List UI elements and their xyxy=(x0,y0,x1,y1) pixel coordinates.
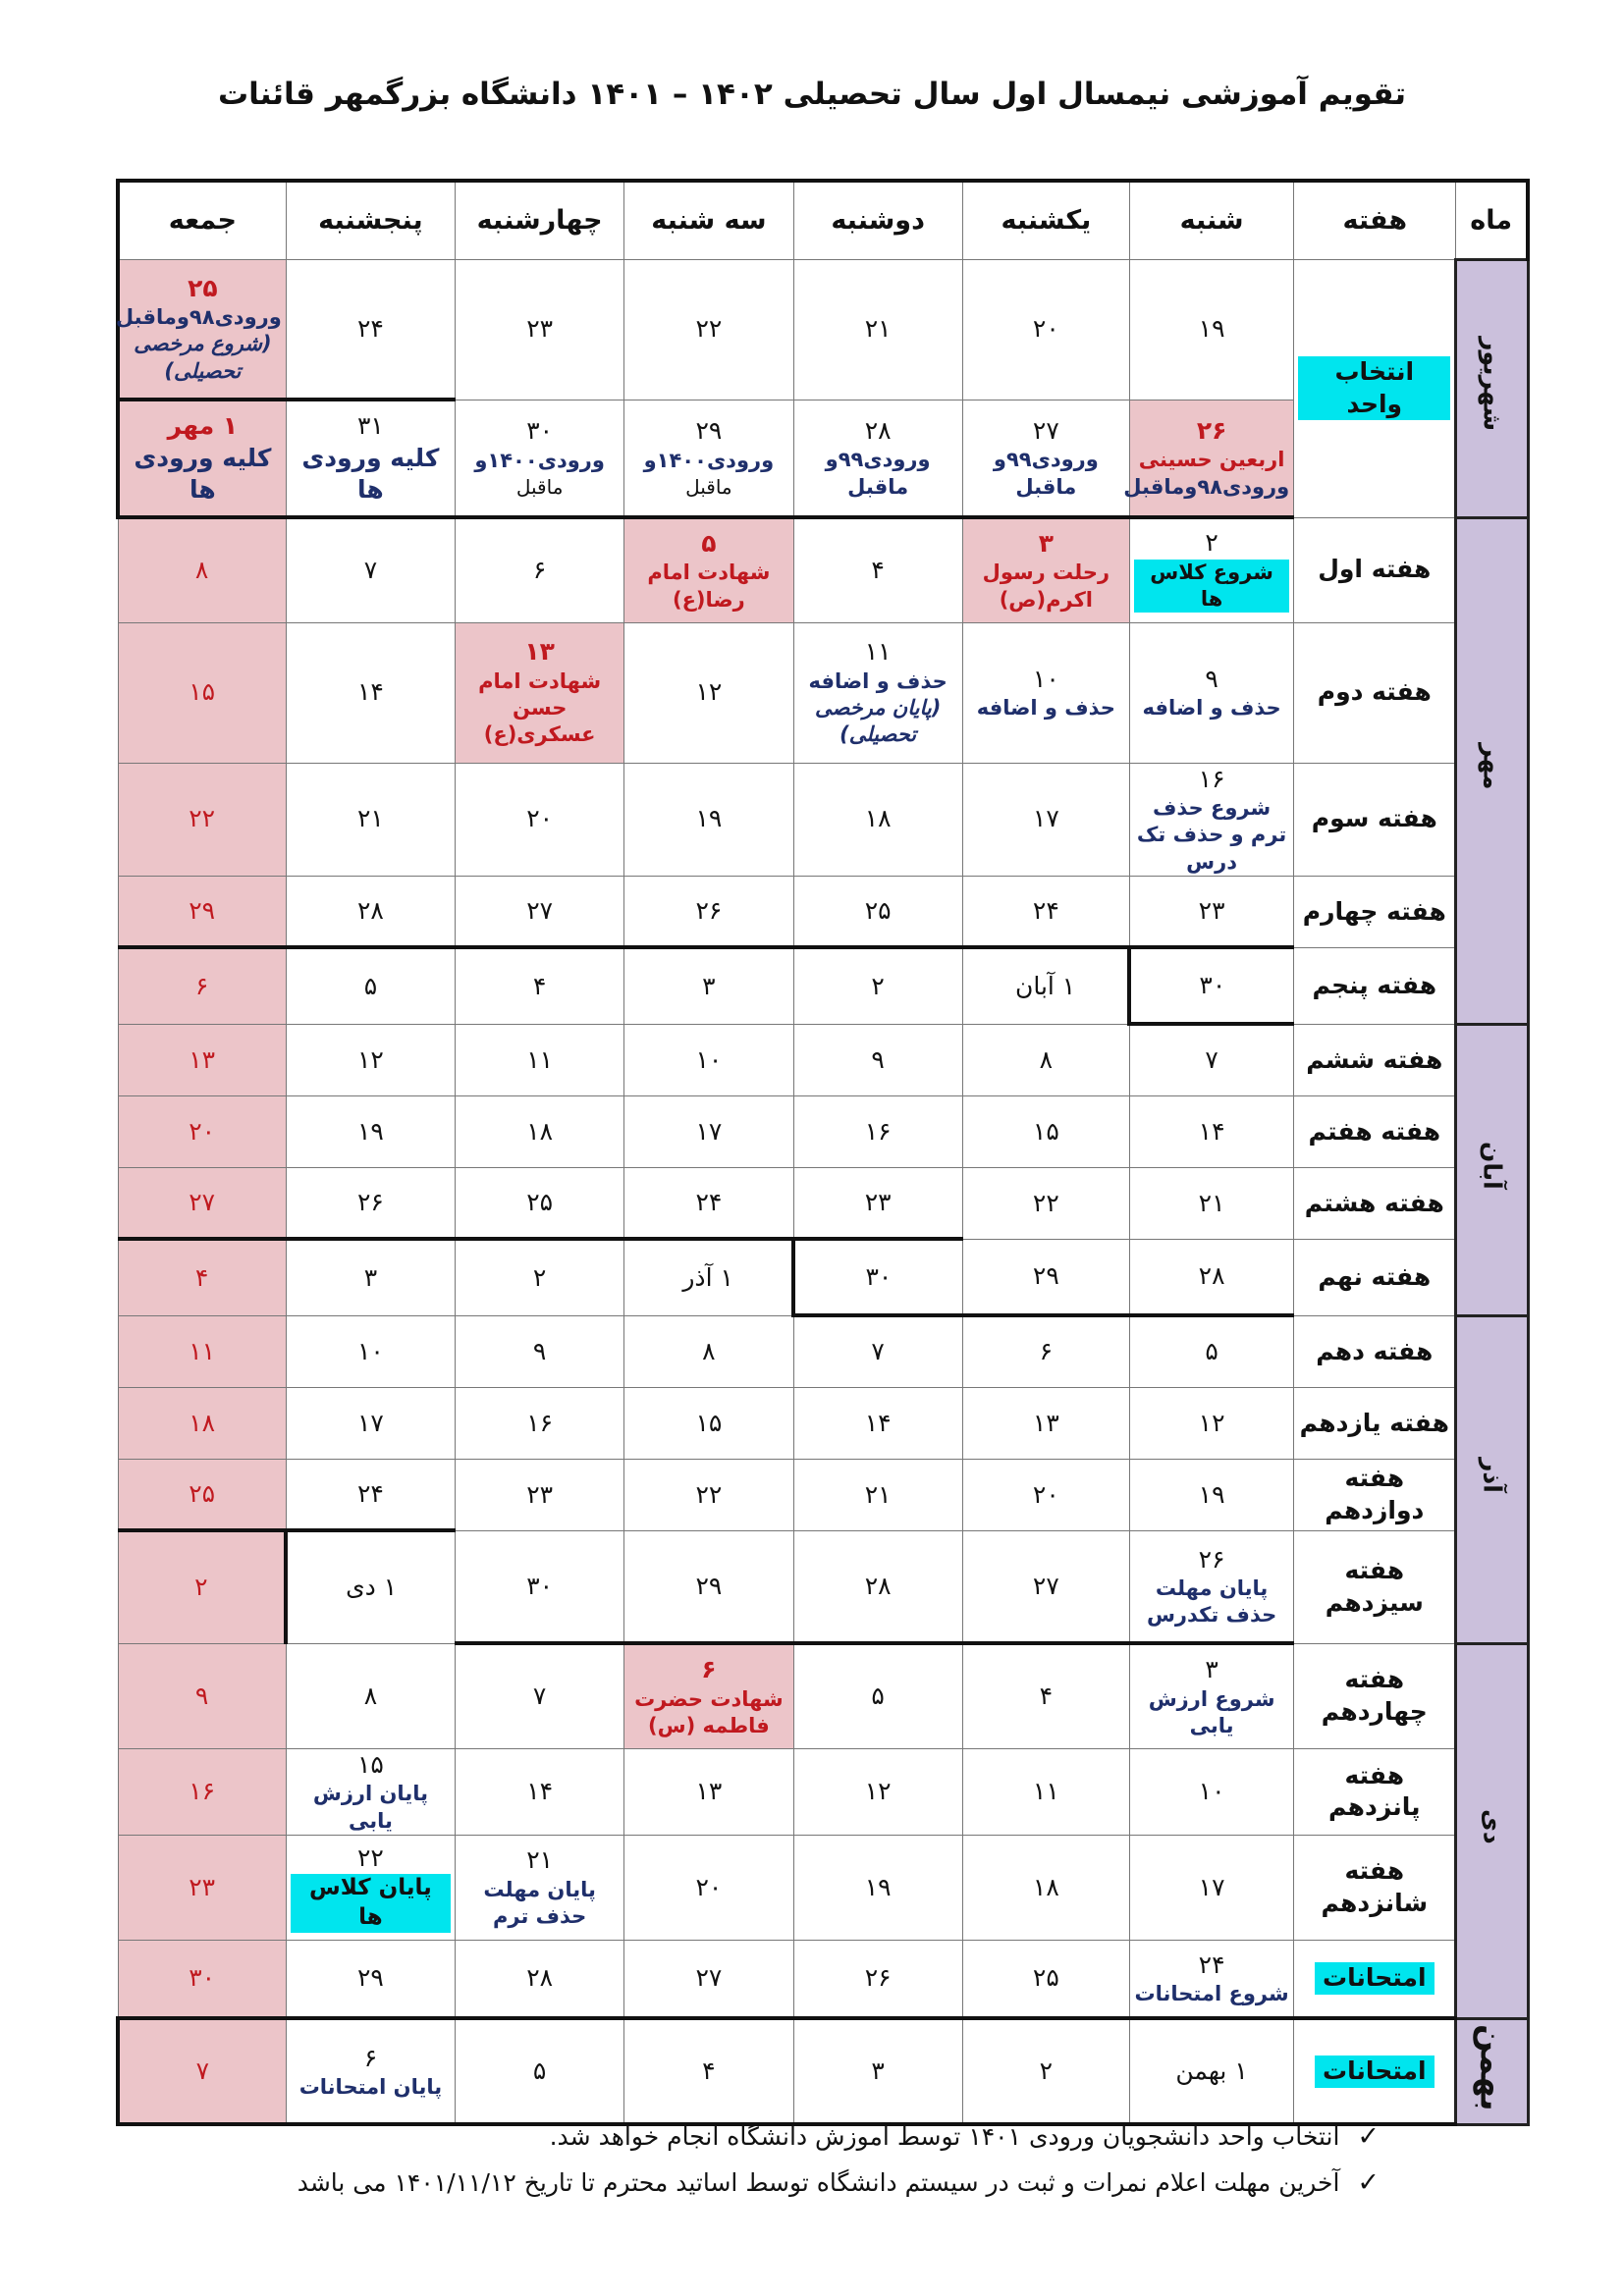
week-label: هفته هفتم xyxy=(1294,1095,1456,1167)
day-cell: ۷ xyxy=(286,517,455,622)
page-title: تقویم آموزشی نیمسال اول سال تحصیلی ۱۴۰۲ – ۱۴۰۱ دانشگاه بزرگمهر قائنات xyxy=(217,77,1407,112)
calendar-row xyxy=(118,1167,1528,1239)
day-cell: ۲۳ xyxy=(456,1459,624,1530)
week-label: هفته پانزدهم xyxy=(1294,1748,1456,1835)
day-cell: ۱۰ حذف و اضافه xyxy=(962,622,1129,763)
footnote-item xyxy=(147,2162,1380,2204)
calendar-row xyxy=(118,947,1528,1024)
day-cell: ۲۹ xyxy=(286,1940,455,2018)
day-cell: ۲۳ xyxy=(1129,876,1293,947)
calendar-row xyxy=(118,1095,1528,1167)
day-cell: ۳۰ xyxy=(1129,947,1293,1024)
day-cell: ۱ آبان xyxy=(962,947,1129,1024)
day-cell: ۹ حذف و اضافه xyxy=(1129,622,1293,763)
friday-cell: ۶ xyxy=(118,947,286,1024)
friday-cell: ۱۶ xyxy=(118,1748,286,1835)
calendar-row xyxy=(118,1459,1528,1530)
day-cell: ۳۰ xyxy=(456,1530,624,1643)
week-label: هفته ششم xyxy=(1294,1024,1456,1095)
friday-cell: ۹ xyxy=(118,1643,286,1748)
day-cell: ۸ xyxy=(962,1024,1129,1095)
check-icon: ✓ xyxy=(1357,2167,1380,2199)
day-cell: ۲۶ xyxy=(793,1940,962,2018)
day-cell: ۲۴ xyxy=(286,1459,455,1530)
day-cell: ۳۱ کلیه ورودی ها xyxy=(286,400,455,517)
week-label: هفته سیزدهم xyxy=(1294,1530,1456,1643)
calendar-row xyxy=(118,259,1528,400)
calendar-row xyxy=(118,1315,1528,1387)
day-cell: ۷ xyxy=(793,1315,962,1387)
day-cell: ۲ xyxy=(456,1239,624,1315)
day-cell: ۱۱ xyxy=(456,1024,624,1095)
day-cell: ۱۸ xyxy=(793,763,962,876)
day-cell: ۱۷ xyxy=(962,763,1129,876)
friday-cell: ۲۹ xyxy=(118,876,286,947)
month-dey: دی xyxy=(1456,1643,1528,2018)
calendar-row xyxy=(118,1387,1528,1459)
day-cell: ۲۳ xyxy=(456,259,624,400)
day-cell: ۷ xyxy=(456,1643,624,1748)
day-cell: ۹ xyxy=(793,1024,962,1095)
day-cell: ۲۵ xyxy=(962,1940,1129,2018)
footnotes xyxy=(147,2115,1380,2208)
day-cell: ۲۷ xyxy=(962,1530,1129,1643)
week-label: هفته دوم xyxy=(1294,622,1456,763)
day-cell: ۳ xyxy=(286,1239,455,1315)
calendar-row xyxy=(118,1239,1528,1315)
day-cell: ۱۳ شهادت امام حسن عسکری(ع) xyxy=(456,622,624,763)
day-cell: ۱۵ پایان ارزش یابی xyxy=(286,1748,455,1835)
day-cell: ۱۸ xyxy=(962,1835,1129,1940)
month-azar: آذر xyxy=(1456,1315,1528,1643)
week-label: امتحانات xyxy=(1294,1940,1456,2018)
calendar-row xyxy=(118,1835,1528,1940)
day-cell: ۸ xyxy=(286,1643,455,1748)
footnote-item xyxy=(147,2115,1380,2158)
day-cell: ۲۱ xyxy=(793,259,962,400)
day-cell: ۳ xyxy=(793,2018,962,2124)
friday-cell: ۴ xyxy=(118,1239,286,1315)
day-cell: ۶ شهادت حضرت فاطمه (س) xyxy=(624,1643,793,1748)
day-cell: ۶ xyxy=(456,517,624,622)
week-label: هفته سوم xyxy=(1294,763,1456,876)
friday-cell: ۷ xyxy=(118,2018,286,2124)
day-cell: ۶ پایان امتحانات xyxy=(286,2018,455,2124)
day-cell: ۲ xyxy=(793,947,962,1024)
day-cell: ۲۶ پایان مهلت حذف تکدرس xyxy=(1129,1530,1293,1643)
month-mehr: مهر xyxy=(1456,517,1528,1024)
day-cell: ۲۲ xyxy=(624,1459,793,1530)
day-cell: ۲۶ xyxy=(624,876,793,947)
week-label: هفته اول xyxy=(1294,517,1456,622)
day-cell: ۵ xyxy=(793,1643,962,1748)
week-label: هفته شانزدهم xyxy=(1294,1835,1456,1940)
day-cell: ۲۲ xyxy=(962,1167,1129,1239)
day-cell: ۲۱ xyxy=(793,1459,962,1530)
day-cell: ۱۶ xyxy=(793,1095,962,1167)
day-cell: ۱۰ xyxy=(1129,1748,1293,1835)
day-cell: ۲۴ xyxy=(286,259,455,400)
header-day-saturday: شنبه xyxy=(1129,181,1293,259)
month-aban: آبان xyxy=(1456,1024,1528,1315)
day-cell: ۲۰ xyxy=(962,1459,1129,1530)
day-cell: ۲۹ ورودی۱۴۰۰و ماقبل xyxy=(624,400,793,517)
calendar-row xyxy=(118,1530,1528,1643)
day-cell: ۲ شروع کلاس ها xyxy=(1129,517,1293,622)
day-cell: ۳ xyxy=(624,947,793,1024)
day-cell: ۲۶ xyxy=(286,1167,455,1239)
day-cell: ۴ xyxy=(793,517,962,622)
friday-cell: ۲۵ ورودی۹۸وماقبل (شروع مرخصی تحصیلی) xyxy=(118,259,286,400)
header-row xyxy=(118,181,1528,259)
day-cell: ۲۸ xyxy=(1129,1239,1293,1315)
day-cell: ۱۰ xyxy=(624,1024,793,1095)
academic-calendar-table xyxy=(116,179,1530,2126)
friday-cell: ۲۰ xyxy=(118,1095,286,1167)
day-cell: ۱۹ xyxy=(286,1095,455,1167)
day-cell: ۲۲ پایان کلاس ها xyxy=(286,1835,455,1940)
month-shahrivar: شهریور xyxy=(1456,259,1528,517)
week-label: هفته یازدهم xyxy=(1294,1387,1456,1459)
day-cell: ۱۵ xyxy=(624,1387,793,1459)
day-cell: ۱۴ xyxy=(456,1748,624,1835)
day-cell: ۲۰ xyxy=(624,1835,793,1940)
header-day-monday: دوشنبه xyxy=(793,181,962,259)
friday-cell: ۲۷ xyxy=(118,1167,286,1239)
header-day-thursday: پنجشنبه xyxy=(286,181,455,259)
day-cell: ۱۴ xyxy=(793,1387,962,1459)
friday-cell: ۲ xyxy=(118,1530,286,1643)
friday-cell: ۸ xyxy=(118,517,286,622)
day-cell: ۱۲ xyxy=(793,1748,962,1835)
friday-cell: ۱۸ xyxy=(118,1387,286,1459)
day-cell: ۱۱ xyxy=(962,1748,1129,1835)
day-cell: ۱۲ xyxy=(286,1024,455,1095)
header-day-wednesday: چهارشنبه xyxy=(456,181,624,259)
day-cell: ۲۱ xyxy=(286,763,455,876)
week-label: انتخاب واحد xyxy=(1294,259,1456,517)
header-month: ماه xyxy=(1456,181,1528,259)
day-cell: ۲۴ xyxy=(962,876,1129,947)
calendar-row xyxy=(118,1643,1528,1748)
day-cell: ۲۱ xyxy=(1129,1167,1293,1239)
calendar-row xyxy=(118,622,1528,763)
day-cell: ۷ xyxy=(1129,1024,1293,1095)
calendar-row xyxy=(118,1748,1528,1835)
week-label: هفته نهم xyxy=(1294,1239,1456,1315)
day-cell: ۲۵ xyxy=(793,876,962,947)
day-cell: ۱ بهمن xyxy=(1129,2018,1293,2124)
week-label: هفته پنجم xyxy=(1294,947,1456,1024)
friday-cell: ۳۰ xyxy=(118,1940,286,2018)
day-cell: ۱۹ xyxy=(1129,1459,1293,1530)
day-cell: ۳ رحلت رسول اکرم(ص) xyxy=(962,517,1129,622)
day-cell: ۱۸ xyxy=(456,1095,624,1167)
day-cell: ۱۹ xyxy=(1129,259,1293,400)
footnote-text: آخرین مهلت اعلام نمرات و ثبت در سیستم دانشگاه توسط اساتید محترم تا تاریخ ۱۴۰۱/۱۱/۱۲ می باشد xyxy=(297,2168,1340,2198)
day-cell: ۲۷ ورودی۹۹و ماقبل xyxy=(962,400,1129,517)
header-week: هفته xyxy=(1294,181,1456,259)
day-cell: ۱۰ xyxy=(286,1315,455,1387)
day-cell: ۲ xyxy=(962,2018,1129,2124)
friday-cell: ۲۵ xyxy=(118,1459,286,1530)
footnote-text: انتخاب واحد دانشجویان ورودی ۱۴۰۱ توسط آموزش دانشگاه انجام خواهد شد. xyxy=(549,2122,1340,2151)
day-cell: ۳۰ ورودی۱۴۰۰و ماقبل xyxy=(456,400,624,517)
day-cell: ۱۷ xyxy=(624,1095,793,1167)
day-cell: ۴ xyxy=(456,947,624,1024)
day-cell: ۲۸ xyxy=(793,1530,962,1643)
day-cell: ۲۹ xyxy=(962,1239,1129,1315)
week-label: هفته چهاردهم xyxy=(1294,1643,1456,1748)
day-cell: ۶ xyxy=(962,1315,1129,1387)
day-cell: ۲۰ xyxy=(962,259,1129,400)
calendar-row xyxy=(118,763,1528,876)
day-cell: ۵ xyxy=(456,2018,624,2124)
week-label: هفته دوازدهم xyxy=(1294,1459,1456,1530)
day-cell: ۲۴ شروع امتحانات xyxy=(1129,1940,1293,2018)
day-cell: ۱۹ xyxy=(624,763,793,876)
day-cell: ۳ شروع ارزش یابی xyxy=(1129,1643,1293,1748)
friday-cell: ۲۳ xyxy=(118,1835,286,1940)
header-day-tuesday: سه شنبه xyxy=(624,181,793,259)
day-cell: ۵ xyxy=(1129,1315,1293,1387)
day-cell: ۱۷ xyxy=(286,1387,455,1459)
day-cell: ۴ xyxy=(624,2018,793,2124)
day-cell: ۱ آذر xyxy=(624,1239,793,1315)
day-cell: ۲۴ xyxy=(624,1167,793,1239)
friday-cell: ۱ مهر کلیه ورودی ها xyxy=(118,400,286,517)
day-cell: ۲۵ xyxy=(456,1167,624,1239)
day-cell: ۲۲ xyxy=(624,259,793,400)
friday-cell: ۱۵ xyxy=(118,622,286,763)
day-cell: ۱۲ xyxy=(624,622,793,763)
header-day-sunday: یکشنبه xyxy=(962,181,1129,259)
week-label: هفته هشتم xyxy=(1294,1167,1456,1239)
friday-cell: ۱۳ xyxy=(118,1024,286,1095)
friday-cell: ۲۲ xyxy=(118,763,286,876)
day-cell: ۴ xyxy=(962,1643,1129,1748)
day-cell: ۲۶ اربعین حسینی ورودی۹۸وماقبل xyxy=(1129,400,1293,517)
friday-cell: ۱۱ xyxy=(118,1315,286,1387)
day-cell: ۱۱ حذف و اضافه (پایان مرخصی تحصیلی) xyxy=(793,622,962,763)
day-cell: ۵ شهادت امام رضا(ع) xyxy=(624,517,793,622)
day-cell: ۱۹ xyxy=(793,1835,962,1940)
day-cell: ۱۷ xyxy=(1129,1835,1293,1940)
day-cell: ۱۲ xyxy=(1129,1387,1293,1459)
day-cell: ۲۱ پایان مهلت حذف ترم xyxy=(456,1835,624,1940)
day-cell: ۱۴ xyxy=(286,622,455,763)
calendar-row xyxy=(118,1940,1528,2018)
month-bahman: بهمن xyxy=(1456,2018,1528,2124)
day-cell: ۸ xyxy=(624,1315,793,1387)
calendar-row xyxy=(118,1024,1528,1095)
day-cell: ۱۳ xyxy=(962,1387,1129,1459)
day-cell: ۱۵ xyxy=(962,1095,1129,1167)
day-cell: ۳۰ xyxy=(793,1239,962,1315)
week-label: امتحانات xyxy=(1294,2018,1456,2124)
day-cell: ۲۰ xyxy=(456,763,624,876)
check-icon: ✓ xyxy=(1357,2121,1380,2152)
week-label: هفته چهارم xyxy=(1294,876,1456,947)
day-cell: ۱۳ xyxy=(624,1748,793,1835)
day-cell: ۲۹ xyxy=(624,1530,793,1643)
day-cell: ۲۷ xyxy=(456,876,624,947)
day-cell: ۱۴ xyxy=(1129,1095,1293,1167)
day-cell: ۲۳ xyxy=(793,1167,962,1239)
day-cell: ۹ xyxy=(456,1315,624,1387)
calendar-row xyxy=(118,2018,1528,2124)
week-label: هفته دهم xyxy=(1294,1315,1456,1387)
calendar-row xyxy=(118,517,1528,622)
day-cell: ۱۶ xyxy=(456,1387,624,1459)
day-cell: ۵ xyxy=(286,947,455,1024)
calendar-row xyxy=(118,876,1528,947)
day-cell: ۲۷ xyxy=(624,1940,793,2018)
day-cell: ۱۶ شروع حذف ترم و حذف تک درس xyxy=(1129,763,1293,876)
day-cell: ۱ دی xyxy=(286,1530,455,1643)
header-day-friday: جمعه xyxy=(118,181,286,259)
day-cell: ۲۸ xyxy=(286,876,455,947)
day-cell: ۲۸ xyxy=(456,1940,624,2018)
day-cell: ۲۸ ورودی۹۹و ماقبل xyxy=(793,400,962,517)
